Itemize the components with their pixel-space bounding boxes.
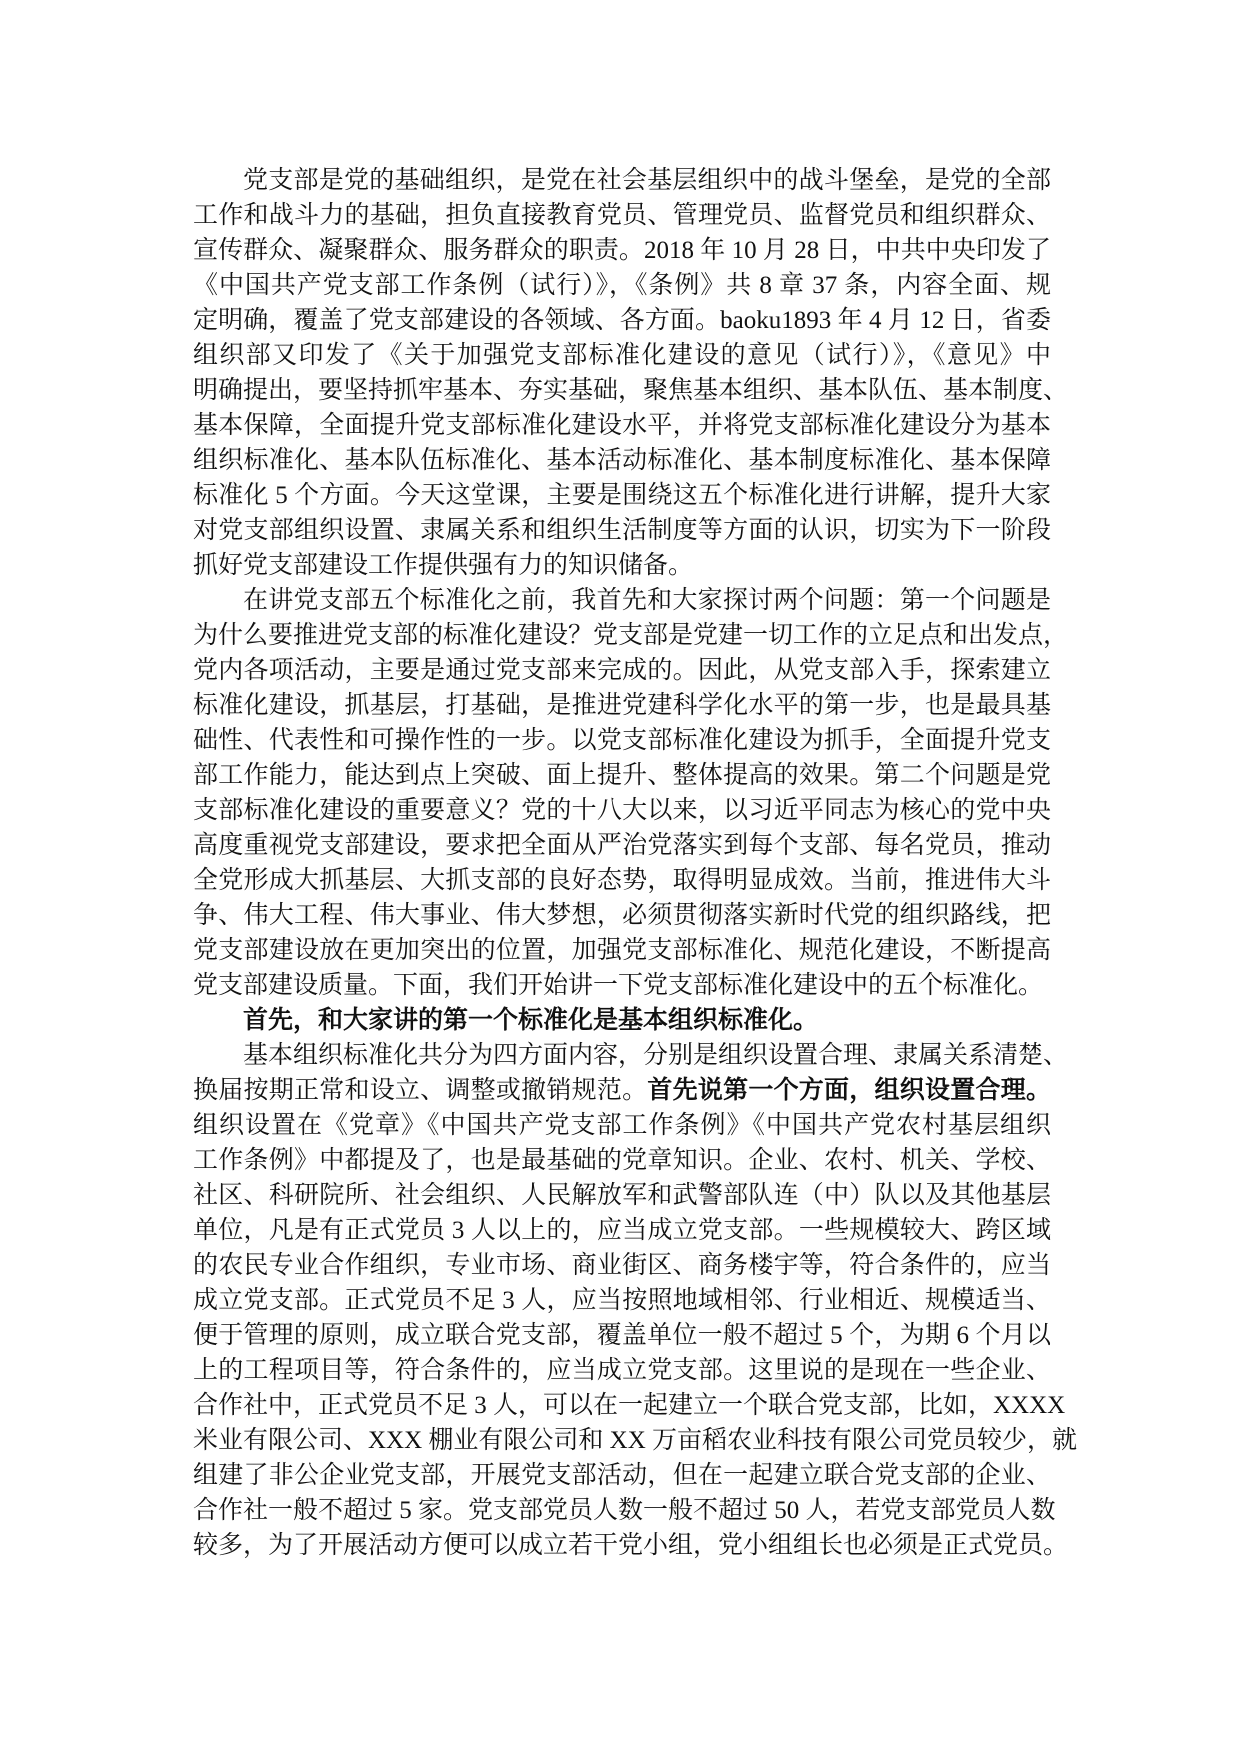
text-line: 组织部又印发了《关于加强党支部标准化建设的意见（试行）》，《意见》中 bbox=[193, 342, 1051, 369]
text-line: 在讲党支部五个标准化之前，我首先和大家探讨两个问题：第一个问题是 bbox=[243, 587, 1051, 614]
text-line: 基本保障，全面提升党支部标准化建设水平，并将党支部标准化建设分为基本 bbox=[193, 412, 1051, 439]
text-line: 合作社一般不超过 5 家。党支部党员人数一般不超过 50 人，若党支部党员人数 bbox=[193, 1497, 1056, 1524]
text-line: 党支部建设质量。下面，我们开始讲一下党支部标准化建设中的五个标准化。 bbox=[193, 972, 1044, 999]
text-line: 抓好党支部建设工作提供强有力的知识储备。 bbox=[193, 552, 694, 579]
text-line: 宣传群众、凝聚群众、服务群众的职责。2018 年 10 月 28 日，中共中央印发了 bbox=[193, 237, 1051, 264]
text-line: 党支部是党的基础组织，是党在社会基层组织中的战斗堡垒，是党的全部 bbox=[243, 167, 1051, 194]
text-line: 《中国共产党支部工作条例（试行）》，《条例》共 8 章 37 条，内容全面、规 bbox=[193, 272, 1051, 299]
text-line: 高度重视党支部建设，要求把全面从严治党落实到每个支部、每名党员，推动 bbox=[193, 832, 1051, 859]
bold-heading: 首先，和大家讲的第一个标准化是基本组织标准化。 bbox=[243, 1007, 819, 1034]
text-line: 定明确，覆盖了党支部建设的各领域、各方面。baoku1893 年 4 月 12 日，省委 bbox=[193, 307, 1051, 334]
text-line: 上的工程项目等，符合条件的，应当成立党支部。这里说的是现在一些企业、 bbox=[193, 1357, 1051, 1384]
text-line: 组建了非公企业党支部，开展党支部活动，但在一起建立联合党支部的企业、 bbox=[193, 1462, 1051, 1489]
text-line: 为什么要推进党支部的标准化建设？党支部是党建一切工作的立足点和出发点， bbox=[193, 622, 1069, 649]
text-line: 工作条例》中都提及了，也是最基础的党章知识。企业、农村、机关、学校、 bbox=[193, 1147, 1051, 1174]
text-line: 合作社中，正式党员不足 3 人，可以在一起建立一个联合党支部，比如，XXXX bbox=[193, 1392, 1066, 1419]
text-line: 工作和战斗力的基础，担负直接教育党员、管理党员、监督党员和组织群众、 bbox=[193, 202, 1051, 229]
text-line: 标准化建设，抓基层，打基础，是推进党建科学化水平的第一步，也是最具基 bbox=[193, 692, 1051, 719]
text-line: 的农民专业合作组织，专业市场、商业街区、商务楼宇等，符合条件的，应当 bbox=[193, 1252, 1051, 1279]
text-line: 明确提出，要坚持抓牢基本、夯实基础，聚焦基本组织、基本队伍、基本制度、 bbox=[193, 377, 1069, 404]
text-line-mixed bbox=[193, 1073, 1051, 1108]
text-line: 支部标准化建设的重要意义？党的十八大以来，以习近平同志为核心的党中央 bbox=[193, 797, 1051, 824]
text-line: 党内各项活动，主要是通过党支部来完成的。因此，从党支部入手，探索建立 bbox=[193, 657, 1051, 684]
text-line: 社区、科研院所、社会组织、人民解放军和武警部队连（中）队以及其他基层 bbox=[193, 1182, 1051, 1209]
paragraph-2 bbox=[193, 583, 1069, 1003]
text-line: 部工作能力，能达到点上突破、面上提升、整体提高的效果。第二个问题是党 bbox=[193, 762, 1051, 789]
text-line: 争、伟大工程、伟大事业、伟大梦想，必须贯彻落实新时代党的组织路线，把 bbox=[193, 902, 1051, 929]
text-line: 基本组织标准化共分为四方面内容，分别是组织设置合理、隶属关系清楚、 bbox=[243, 1042, 1069, 1069]
paragraph-3 bbox=[193, 1038, 1078, 1563]
text-line: 党支部建设放在更加突出的位置，加强党支部标准化、规范化建设，不断提高 bbox=[193, 937, 1051, 964]
regular-text: 换届按期正常和设立、调整或撤销规范。 bbox=[193, 1077, 648, 1104]
text-line: 成立党支部。正式党员不足 3 人，应当按照地域相邻、行业相近、规模适当、 bbox=[193, 1287, 1051, 1314]
text-line: 组织标准化、基本队伍标准化、基本活动标准化、基本制度标准化、基本保障 bbox=[193, 447, 1051, 474]
bold-subheading: 首先说第一个方面，组织设置合理。 bbox=[647, 1077, 1051, 1104]
text-line: 对党支部组织设置、隶属关系和组织生活制度等方面的认识，切实为下一阶段 bbox=[193, 517, 1051, 544]
text-line: 础性、代表性和可操作性的一步。以党支部标准化建设为抓手，全面提升党支 bbox=[193, 727, 1051, 754]
text-line: 米业有限公司、XXX 棚业有限公司和 XX 万亩稻农业科技有限公司党员较少，就 bbox=[193, 1427, 1078, 1454]
text-line: 单位，凡是有正式党员 3 人以上的，应当成立党支部。一些规模较大、跨区域 bbox=[193, 1217, 1051, 1244]
text-line: 全党形成大抓基层、大抓支部的良好态势，取得明显成效。当前，推进伟大斗 bbox=[193, 867, 1051, 894]
text-line: 便于管理的原则，成立联合党支部，覆盖单位一般不超过 5 个，为期 6 个月以 bbox=[193, 1322, 1051, 1349]
text-line: 标准化 5 个方面。今天这堂课，主要是围绕这五个标准化进行讲解，提升大家 bbox=[193, 482, 1051, 509]
text-line: 组织设置在《党章》《中国共产党支部工作条例》《中国共产党农村基层组织 bbox=[193, 1112, 1051, 1139]
paragraph-1 bbox=[193, 163, 1069, 583]
document-body bbox=[193, 163, 1078, 1563]
text-line: 较多，为了开展活动方便可以成立若干党小组，党小组组长也必须是正式党员。 bbox=[193, 1532, 1069, 1559]
